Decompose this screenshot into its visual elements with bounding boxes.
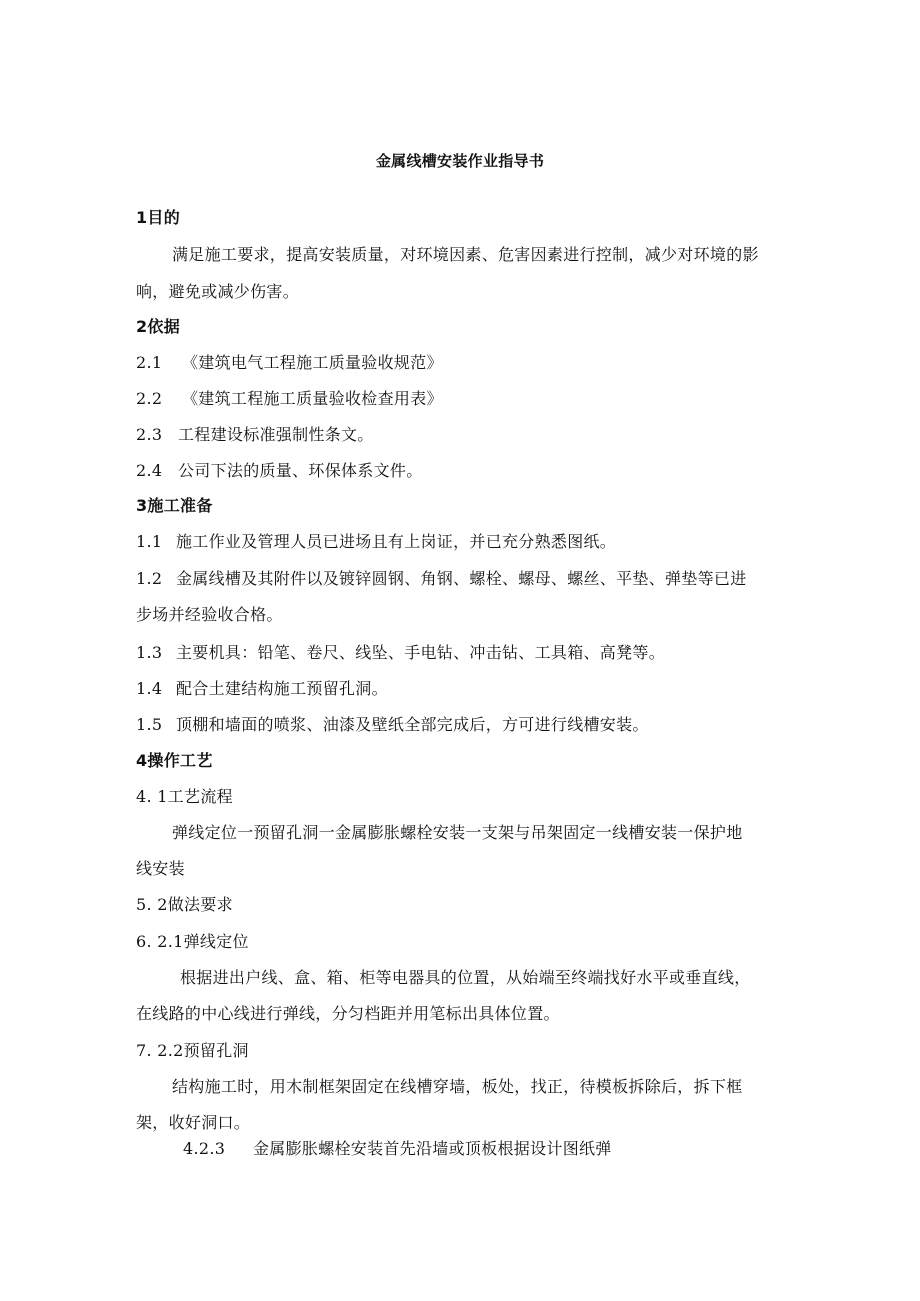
basis-item	[136, 389, 443, 409]
process-flow-line-2: 线安装	[136, 859, 185, 878]
line-positioning-paragraph-line-2: 在线路的中心线进行弹线，分匀档距并用笔标出具体位置。	[136, 1004, 560, 1023]
basis-item	[136, 353, 443, 373]
subheading-process-flow: 4. 1工艺流程	[136, 787, 233, 806]
subheading-expansion-bolt	[183, 1139, 612, 1159]
process-flow-line-1: 弹线定位一预留孔洞一金属膨胀螺栓安装一支架与吊架固定一线槽安装一保护地	[172, 823, 743, 842]
item-text: 金属膨胀螺栓安装首先沿墙或顶板根据设计图纸弹	[253, 1139, 612, 1158]
item-number: 1.3	[136, 643, 163, 662]
basis-item	[136, 425, 374, 445]
item-text: 金属线槽及其附件以及镀锌圆钢、角钢、螺栓、螺母、螺丝、平垫、弹垫等已进	[176, 569, 747, 588]
item-text: 《建筑电气工程施工质量验收规范》	[182, 353, 443, 372]
item-text: 公司下法的质量、环保体系文件。	[178, 461, 423, 480]
item-text: 顶棚和墙面的喷浆、油漆及壁纸全部完成后，方可进行线槽安装。	[176, 715, 649, 734]
preparation-item	[136, 679, 388, 699]
subheading-reserved-holes: 7. 2.2预留孔洞	[136, 1041, 249, 1060]
item-number: 1.1	[136, 532, 163, 551]
item-number: 2.4	[136, 461, 163, 480]
basis-item	[136, 461, 423, 481]
item-number: 1.4	[136, 679, 163, 698]
purpose-paragraph-line-2: 响，避免或减少伤害。	[136, 282, 300, 301]
reserved-holes-paragraph-line-2: 架，收好洞口。	[136, 1113, 251, 1132]
preparation-item	[136, 643, 665, 663]
reserved-holes-paragraph-line-1: 结构施工时，用木制框架固定在线槽穿墙，板处，找正，待模板拆除后，拆下框	[172, 1077, 743, 1096]
subheading-method-requirements: 5. 2做法要求	[136, 895, 233, 914]
preparation-item	[136, 715, 649, 735]
section-heading-operation: 4操作工艺	[136, 751, 213, 770]
item-text: 步场并经验收合格。	[136, 605, 283, 624]
item-text: 配合土建结构施工预留孔洞。	[176, 679, 388, 698]
item-text: 《建筑工程施工质量验收检查用表》	[182, 389, 443, 408]
item-number: 2.3	[136, 425, 163, 444]
section-heading-basis: 2依据	[136, 317, 181, 336]
purpose-paragraph-line-1: 满足施工要求，提高安装质量，对环境因素、危害因素进行控制，减少对环境的影	[172, 245, 759, 264]
item-text: 主要机具：铅笔、卷尺、线坠、手电钻、冲击钻、工具箱、高凳等。	[176, 643, 666, 662]
subheading-line-positioning: 6. 2.1弹线定位	[136, 932, 249, 951]
item-number: 1.2	[136, 569, 163, 588]
preparation-item	[136, 532, 616, 552]
document-title: 金属线槽安装作业指导书	[375, 152, 545, 170]
item-number: 2.2	[136, 389, 163, 408]
item-number: 1.5	[136, 715, 163, 734]
item-number: 2.1	[136, 353, 163, 372]
section-heading-purpose: 1目的	[136, 208, 181, 227]
line-positioning-paragraph-line-1: 根据进出户线、盒、箱、柜等电器具的位置，从始端至终端找好水平或垂直线，	[180, 968, 751, 987]
preparation-item-continuation	[136, 605, 283, 625]
preparation-item	[136, 569, 747, 589]
item-text: 施工作业及管理人员已进场且有上岗证，并已充分熟悉图纸。	[176, 532, 617, 551]
item-text: 工程建设标准强制性条文。	[178, 425, 374, 444]
item-number: 4.2.3	[183, 1139, 226, 1158]
section-heading-preparation: 3施工准备	[136, 496, 213, 515]
